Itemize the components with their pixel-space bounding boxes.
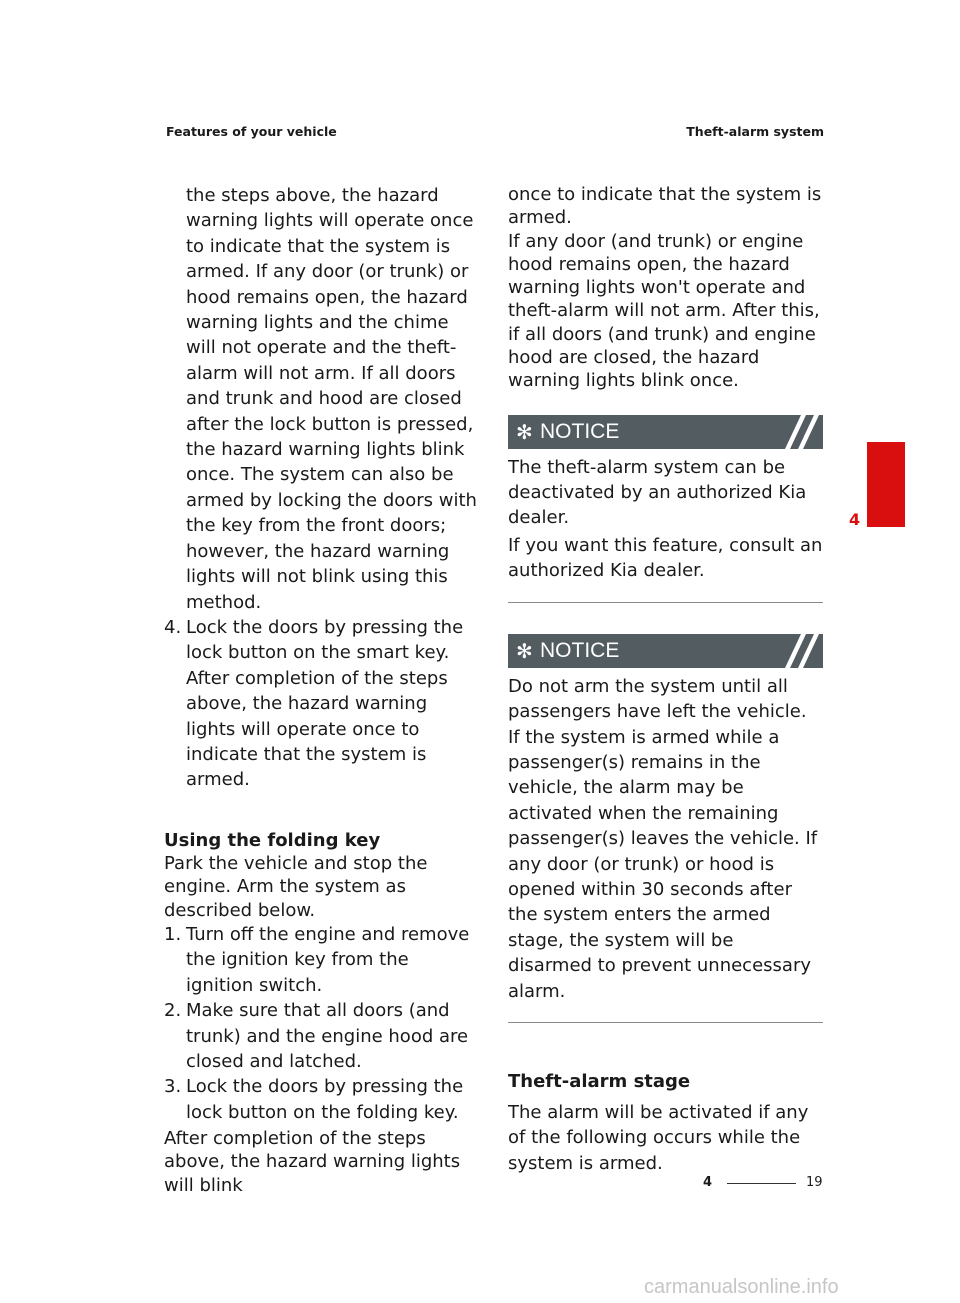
notice-paragraph: If you want this feature, consult an authorized Kia dealer. [508, 534, 823, 582]
list-text: Turn off the engine and remove the ignition key from the ignition switch. [186, 923, 470, 996]
notice-title: NOTICE [540, 419, 620, 443]
notice-divider [508, 1022, 823, 1023]
notice-paragraph: Do not arm the system until all passengers have left the vehicle. If the system is armed while a passenger(s) remains in the vehicle, the alarm may be activated when the remaining passenger(s) leaves the vehicle. If any door (or trunk) or hood is opened within 30 seconds after the system enters the armed stage, the system will be disarmed to prevent unnecessary alarm. [508, 675, 818, 1002]
watermark: carmanualsonline.info [644, 1276, 839, 1298]
chapter-tab [867, 442, 905, 527]
footer-chapter-number: 4 [703, 1175, 713, 1190]
list-number: 3. [164, 1076, 182, 1098]
chapter-tab-number: 4 [849, 510, 861, 529]
footer-page-number: 19 [806, 1175, 823, 1190]
list-number: 2. [164, 1000, 182, 1022]
list-item [164, 922, 478, 998]
notice-banner [508, 634, 823, 668]
folding-key-steps [164, 922, 478, 1125]
asterisk-icon: ✻ [516, 638, 533, 663]
list-text: Make sure that all doors (and trunk) and the engine hood are closed and latched. [186, 1000, 469, 1072]
list-number: 4. [164, 616, 182, 638]
paragraph: If any door (and trunk) or engine hood remains open, the hazard warning lights won't operate and theft-alarm will not arm. After this, if all doors (and trunk) and engine hood are closed, the hazard warning lights blink once. [508, 230, 820, 392]
folding-key-intro: Park the vehicle and stop the engine. Arm the system as described below. [164, 853, 428, 921]
footer-divider [727, 1183, 796, 1184]
section-title-theft-alarm-stage: Theft-alarm stage [508, 1070, 691, 1092]
notice-divider [508, 602, 823, 603]
running-header-section: Features of your vehicle [166, 124, 337, 139]
notice-title: NOTICE [540, 638, 620, 662]
after-steps-paragraph: After completion of the steps above, the hazard warning lights will blink [164, 1128, 461, 1196]
list-item [164, 615, 478, 793]
list-item [164, 1074, 478, 1125]
notice-paragraph: The theft-alarm system can be deactivated by an authorized Kia dealer. [508, 456, 807, 529]
list-text: Lock the doors by pressing the lock button on the folding key. [186, 1076, 464, 1123]
continued-paragraph: once to indicate that the system is armed. [508, 184, 822, 229]
notice-body [508, 674, 823, 1004]
left-column [164, 183, 478, 1197]
asterisk-icon: ✻ [516, 419, 533, 444]
theft-stage-paragraph: The alarm will be activated if any of the following occurs while the system is armed. [508, 1101, 809, 1174]
notice-banner [508, 415, 823, 449]
list-text: Lock the doors by pressing the lock button on the smart key. After completion of the steps above, the hazard warning lights will operate once to indicate that the system is armed. [186, 616, 464, 791]
diagonal-stripes-icon [773, 415, 823, 449]
list-number: 1. [164, 923, 182, 945]
notice-body [508, 455, 823, 584]
diagonal-stripes-icon [773, 634, 823, 668]
running-header-topic: Theft-alarm system [686, 124, 824, 139]
right-column [508, 183, 823, 1176]
list-item [164, 998, 478, 1074]
section-title-folding-key: Using the folding key [164, 829, 381, 851]
continued-paragraph: the steps above, the hazard warning lights will operate once to indicate that the system is armed. If any door (or trunk) or hood remains open, the hazard warning lights and the chime will not operate and the theft-alarm will not arm. If all doors and trunk and hood are closed after the lock button is pressed, the hazard warning lights blink once. The system can also be armed by locking the doors with the key from the front doors; however, the hazard warning lights will not blink using this method. [186, 185, 477, 613]
